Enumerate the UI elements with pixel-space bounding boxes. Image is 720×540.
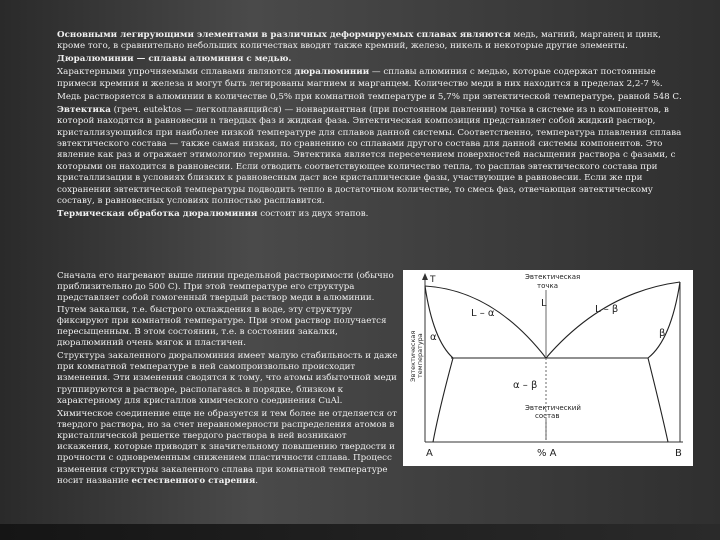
eutectic-point-label-2: точка	[537, 282, 559, 290]
eutectic-term: Эвтектика	[57, 104, 111, 115]
h2-a: Термическая обработка	[57, 209, 183, 220]
bottom-bar	[0, 524, 720, 540]
intro-rest: медь, магний, марганец и цинк, кроме того, в сравнительно небольших количествах вводят также кремний, железо, никель и некоторые другие элементы.	[57, 30, 661, 52]
heading-duralumin: Дюралюминии — сплавы алюминия с медью.	[57, 54, 292, 65]
h2-b: дюралюминия	[182, 209, 258, 220]
phase-beta-label: β	[659, 328, 666, 339]
phase-l-alpha-label: L – α	[471, 308, 495, 319]
narrow-p3-bold: естественного старения	[131, 475, 256, 486]
narrow-p2: Структура закаленного дюралюминия имеет малую стабильность и даже при комнатной температуре в ней самопроизвольно происходит изменения. Эти изменения сводятся к тому, что атомы избыточной меди группируются в растворе, располагаясь в порядке, близком к характерному для кристаллов химического соединения CuAl.	[57, 351, 398, 406]
liquidus-right	[546, 282, 680, 358]
y-axis-arrowhead	[422, 273, 428, 280]
intro-lead: Основными легирующими элементами в различных деформируемых сплавах являются	[57, 30, 511, 40]
phase-alpha-label: α	[430, 332, 437, 343]
paragraph-duralumin	[57, 67, 687, 90]
narrow-p3-text: Химическое соединение еще не образуется и тем более не отделяется от твердого раствора, но за счет неравномерности распределения атомов в кристаллической решетке твердого раствора в ней возникают искажения, которые приводят к значительному повышению твердости и прочности с одновременным снижением пластичности сплава. Процесс изменения структуры закаленного сплава при комнатной температуре носит название	[57, 408, 397, 486]
p1-c: — сплавы алюминия с медью, которые содержат постоянные примеси кремния и железа и могут быть легированы магнием и марганцем. Количество меди в них находится в пределах 2,2-7 %.	[57, 67, 663, 89]
x-axis-b-label: B	[675, 448, 682, 459]
narrow-p3	[57, 409, 402, 487]
solvus-left	[433, 358, 453, 442]
narrow-p1: Сначала его нагревают выше линии предельной растворимости (обычно приблизительно до 500 С). При этой температуре его структура представляет собой гомогенный твердый раствор меди в алюминии. Путем закалки, т.е. быстрого охлаждения в воде, эту структуру фиксируют при комнатной температуре. При этом раствор получается пересыщенным. В этом состоянии, т.е. в состоянии закалки, дюралюминий очень мягок и пластичен.	[57, 271, 394, 349]
phase-alpha-beta-label: α – β	[513, 380, 538, 391]
eutectic-composition-label-1: Эвтектический	[525, 404, 581, 412]
narrow-p3-end: .	[255, 475, 259, 486]
phase-l-label: L	[541, 298, 547, 309]
x-axis-a-label: A	[426, 448, 433, 459]
phase-l-beta-label: L – β	[595, 304, 619, 315]
p1-a: Характерными упрочняемыми сплавами являются	[57, 67, 295, 78]
eutectic-point-label-1: Эвтектическая	[525, 273, 581, 281]
paragraph-copper-solubility: Медь растворяется в алюминии в количестве 0,5% при комнатной температуре и 5,7% при эвтектической температуре, равной 548 С.	[57, 91, 682, 102]
phase-diagram	[403, 270, 693, 466]
paragraph-eutectic	[57, 105, 687, 208]
y-axis-label-1: Эвтектическая	[409, 330, 417, 382]
p1-b: дюралюминии	[294, 67, 370, 78]
solvus-right	[648, 358, 668, 442]
eutectic-composition-label-2: состав	[535, 412, 560, 420]
main-text	[57, 30, 687, 222]
y-axis-label-2: температура	[416, 333, 424, 378]
phase-diagram-svg	[403, 270, 693, 466]
eutectic-rest: (греч. eutektos — легкоплавящийся) — нонвариантная (при постоянном давлении) точка в системе из n компонентов, в которой находятся в равновесии n твердых фаз и жидкая фаза. Эвтектическая композиция представляет собой жидкий раствор, кристаллизующийся при наиболее низкой температуре для сплавов данной системы. Соответственно, температура плавления сплава эвтектического состава — также самая низкая, по сравнению со сплавами другого состава для данной системы компонентов. Это явление как раз и отражает этимологию термина. Эвтектика является пересечением поверхностей насыщения раствора с фазами, с которыми он находится в равновесии. Если отводить соответствующее количество тепла, то расплав эвтектического состава при кристаллизации в условиях близких к равновесным даст все кристаллические фазы, участвующие в равновесии. Если же при сохранении эвтектической температуры подводить тепло в достаточном количестве, то смесь фаз, отвечающая эвтектическому составу, в равновесных условиях полностью расплавится.	[57, 104, 682, 207]
h2-c: состоит из двух этапов.	[257, 209, 369, 220]
solidus-right	[648, 282, 680, 358]
heading-heat-treatment	[57, 209, 687, 220]
liquidus-left	[425, 286, 546, 358]
solidus-left	[425, 286, 453, 358]
x-axis-percent-a-label: % A	[537, 448, 557, 459]
intro-paragraph	[57, 30, 687, 53]
left-column-text	[57, 271, 402, 489]
axis-t-label: T	[430, 275, 436, 285]
